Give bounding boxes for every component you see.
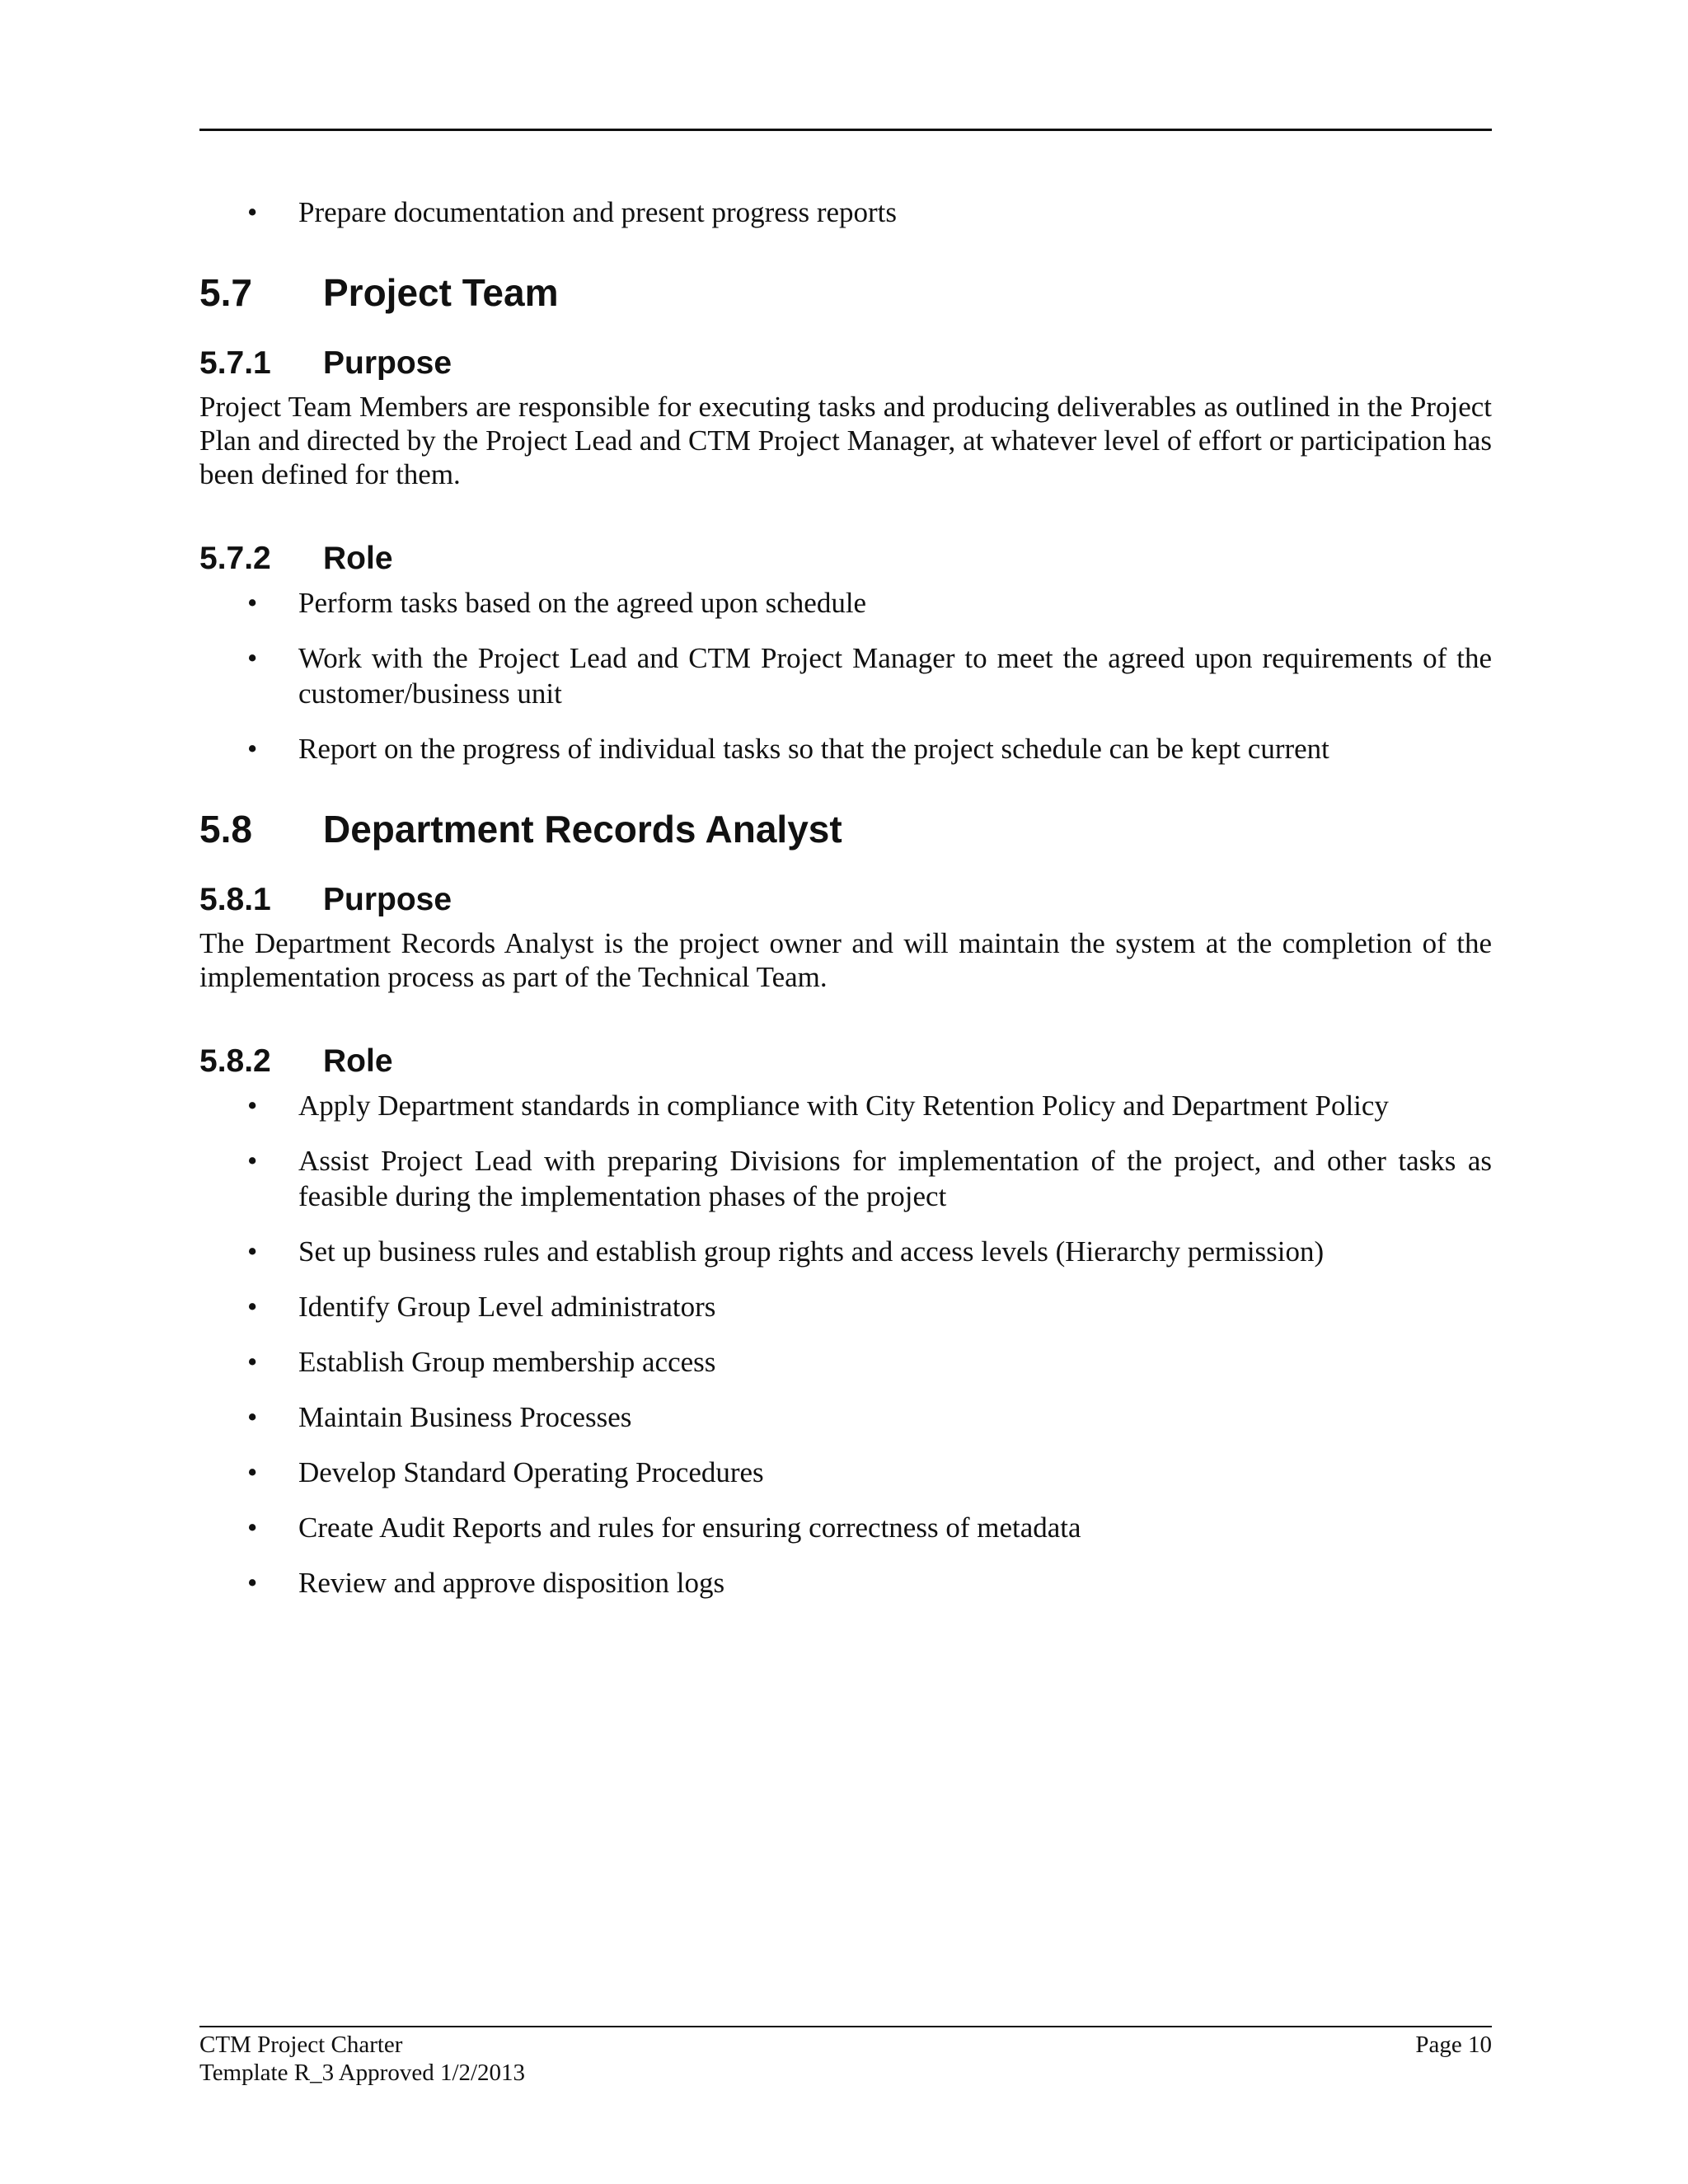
subsection-heading-5-8-2: 5.8.2 Role — [199, 1043, 393, 1079]
role-bullet-list-5-8-2 — [199, 1088, 1492, 1601]
bullet-icon: • — [247, 1346, 258, 1378]
document-body — [199, 194, 1492, 1620]
page-footer — [199, 2031, 1492, 2087]
list-item: • Establish Group membership access — [247, 1346, 716, 1378]
list-item: • Create Audit Reports and rules for ensuring correctness of metadata — [247, 1511, 1081, 1544]
bullet-icon: • — [247, 1090, 258, 1122]
bullet-icon: • — [247, 1401, 258, 1433]
bullet-icon: • — [247, 1235, 258, 1268]
list-item: • Review and approve disposition logs — [247, 1567, 725, 1599]
list-item: • Set up business rules and establish group rights and access levels (Hierarchy permission) — [247, 1235, 1325, 1268]
bullet-icon: • — [247, 1456, 258, 1488]
bullet-icon: • — [247, 1567, 258, 1599]
list-item: • Prepare documentation and present progress reports — [247, 196, 898, 228]
footer-doc-title: CTM Project Charter — [199, 2032, 403, 2058]
list-item: • Work with the Project Lead and CTM Project Manager to meet the agreed upon requirements of the customer/business unit — [247, 642, 1492, 710]
list-item: • Perform tasks based on the agreed upon schedule — [247, 587, 867, 619]
purpose-paragraph-5-8-1: The Department Records Analyst is the project owner and will maintain the system at the completion of the implementation process as part of the Technical Team. — [199, 927, 1492, 993]
list-item: • Maintain Business Processes — [247, 1401, 632, 1433]
list-item: • Identify Group Level administrators — [247, 1291, 716, 1323]
bullet-icon: • — [247, 1511, 258, 1544]
subsection-heading-5-7-2: 5.7.2 Role — [199, 541, 393, 576]
list-item: • Develop Standard Operating Procedures — [247, 1456, 764, 1488]
footer-rule — [199, 2026, 1492, 2027]
intro-bullet-list — [199, 194, 1492, 230]
bullet-icon: • — [247, 642, 258, 674]
footer-page-number: Page 10 — [1415, 2032, 1492, 2058]
bullet-icon: • — [247, 733, 258, 765]
footer-template-info: Template R_3 Approved 1/2/2013 — [199, 2060, 526, 2086]
subsection-heading-5-8-1: 5.8.1 Purpose — [199, 882, 452, 917]
bullet-icon: • — [247, 1145, 258, 1177]
list-item: • Assist Project Lead with preparing Divisions for implementation of the project, and other tasks as feasible during the implementation phases of the project — [247, 1145, 1492, 1212]
subsection-heading-5-7-1: 5.7.1 Purpose — [199, 345, 452, 381]
bullet-icon: • — [247, 196, 258, 228]
section-heading-5-7: 5.7 Project Team — [199, 271, 559, 314]
section-heading-5-8: 5.8 Department Records Analyst — [199, 808, 842, 851]
header-rule — [199, 129, 1492, 131]
role-bullet-list-5-7-2 — [199, 585, 1492, 766]
list-item: • Report on the progress of individual tasks so that the project schedule can be kept current — [247, 733, 1329, 765]
bullet-icon: • — [247, 587, 258, 619]
bullet-icon: • — [247, 1291, 258, 1323]
list-item: • Apply Department standards in compliance with City Retention Policy and Department Policy — [247, 1090, 1389, 1122]
purpose-paragraph-5-7-1: Project Team Members are responsible for executing tasks and producing deliverables as outlined in the Project Plan and directed by the Project Lead and CTM Project Manager, at whatever level of effort or participation has been defined for them. — [199, 391, 1492, 490]
